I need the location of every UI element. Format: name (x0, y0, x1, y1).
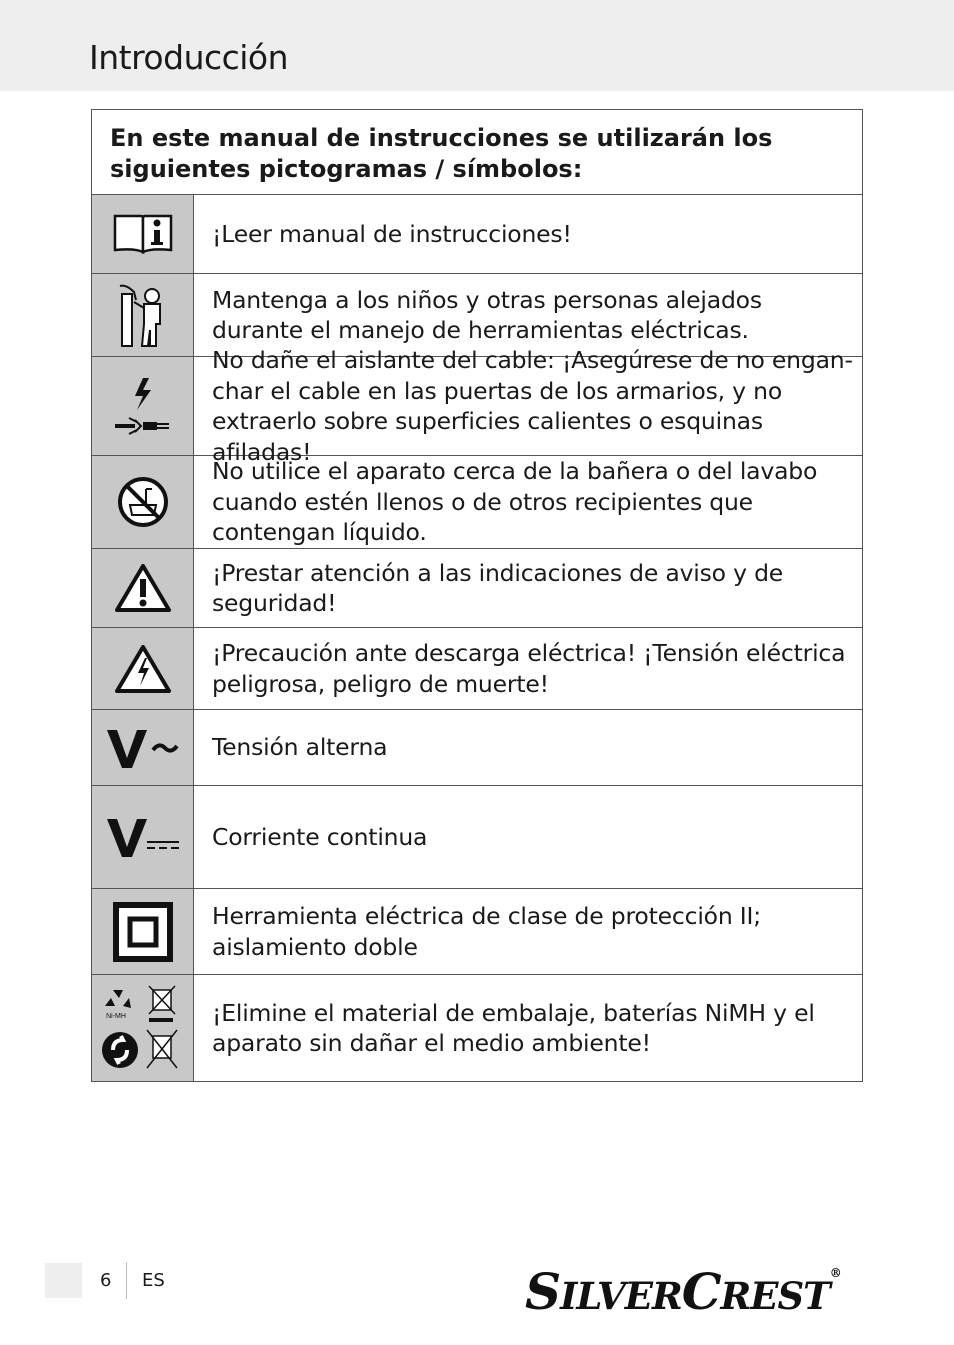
row-text: ¡Precaución ante descarga eléctrica! ¡Tensión eléctrica peligrosa, peligro de muerte! (212, 639, 846, 698)
row-text: Herramienta eléctrica de clase de protección II; aislamiento doble (212, 902, 761, 961)
row-text: No utilice el aparato cerca de la bañera o del lavabo cuando estén llenos o de otros recipientes que contengan líquido. (212, 457, 818, 547)
brand-logo: SILVERCREST® (525, 1262, 841, 1321)
table-row (92, 549, 862, 628)
recycling-icon (105, 990, 131, 1020)
table-row (92, 889, 862, 975)
symbols-table (91, 109, 863, 1082)
no-bathtub-icon (92, 456, 194, 548)
row-text: No dañe el aislante del cable: ¡Asegúrese de no engan-char el cable en las puertas de los armarios, y no extraerlo sobre superficies calientes o esquinas afiladas! (212, 346, 853, 466)
table-row (92, 975, 862, 1081)
crossed-bin-icon (147, 1030, 177, 1068)
table-heading: En este manual de instrucciones se utilizarán los siguientes pictogramas / símbolos: (92, 110, 862, 195)
disposal-icon (92, 975, 194, 1081)
nimh-label: Ni-MH (105, 1013, 126, 1020)
row-text: ¡Prestar atención a las indicaciones de aviso y de seguridad! (212, 558, 784, 617)
row-text: Corriente continua (212, 822, 428, 851)
keep-children-away-icon (92, 274, 194, 356)
table-row (92, 346, 862, 466)
table-row (92, 195, 862, 274)
electric-shock-icon (92, 628, 194, 709)
table-row (92, 628, 862, 710)
row-text: ¡Leer manual de instrucciones! (212, 219, 572, 248)
manual-info-icon (92, 195, 194, 273)
row-text: ¡Elimine el material de embalaje, baterías NiMH y el aparato sin dañar el medio ambiente! (212, 998, 815, 1057)
damaged-cable-icon (92, 357, 194, 455)
footer-marker (45, 1263, 82, 1298)
page-number: 6 (100, 1270, 112, 1291)
page-title: Introducción (89, 38, 289, 77)
language-code: ES (142, 1270, 165, 1291)
table-row (92, 786, 862, 889)
footer-divider (126, 1262, 127, 1299)
table-row (92, 456, 862, 549)
warning-icon (92, 549, 194, 627)
green-dot-icon (102, 1032, 138, 1068)
protection-class-ii-icon (92, 889, 194, 974)
direct-current-icon (92, 786, 194, 888)
row-text: Mantenga a los niños y otras personas alejados durante el manejo de herramientas eléctricas. (212, 285, 762, 344)
alternating-voltage-icon (92, 710, 194, 785)
table-row (92, 710, 862, 786)
crossed-bin-icon (149, 986, 175, 1022)
row-text: Tensión alterna (212, 733, 388, 762)
